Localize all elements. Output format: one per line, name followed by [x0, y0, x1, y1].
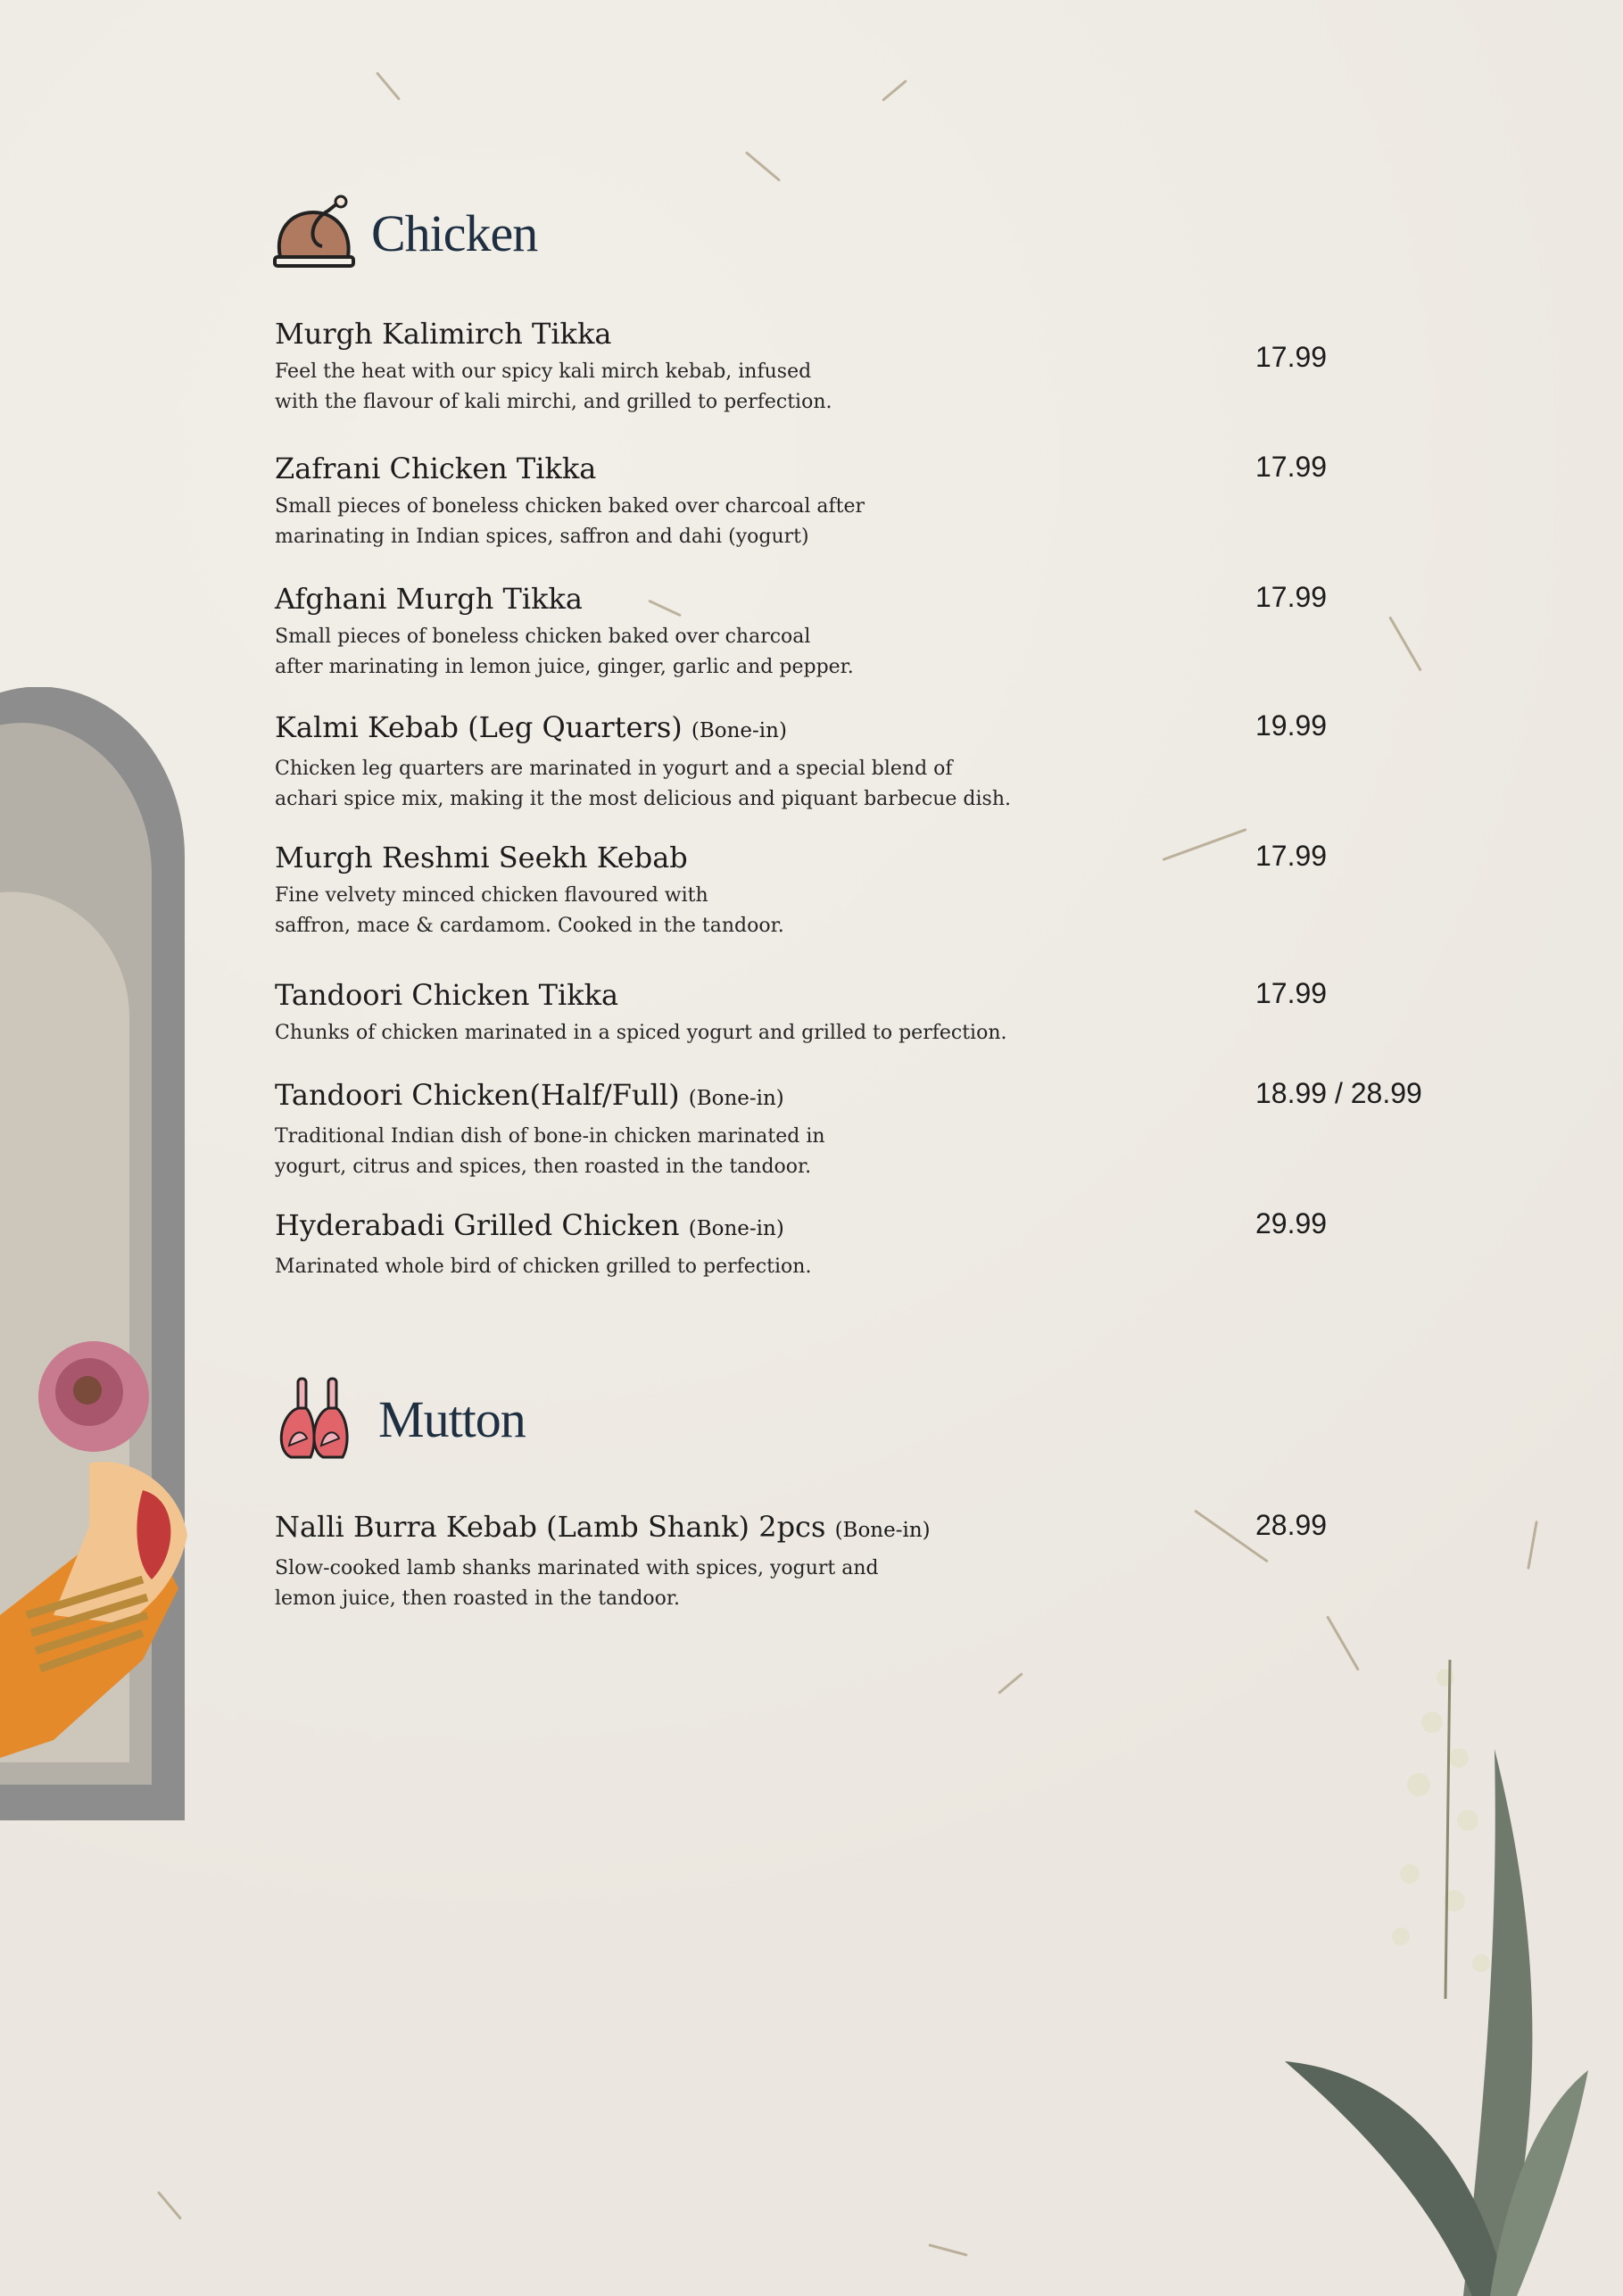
item-price: 19.99: [1255, 709, 1328, 742]
item-name: Tandoori Chicken(Half/Full): [275, 1078, 680, 1112]
item-desc-line: Slow-cooked lamb shanks marinated with spices, yogurt and: [275, 1557, 879, 1579]
item-price: 17.99: [1255, 451, 1328, 483]
section-header-chicken: [273, 195, 537, 271]
lamb-chops-icon: [273, 1374, 362, 1463]
item-desc-line: Chunks of chicken marinated in a spiced yogurt and grilled to perfection.: [275, 1022, 1007, 1044]
menu-item: [275, 581, 1435, 683]
item-desc-line: yogurt, citrus and spices, then roasted in the tandoor.: [275, 1156, 812, 1178]
item-desc-line: Small pieces of boneless chicken baked over charcoal: [275, 626, 811, 648]
item-price: 17.99: [1255, 341, 1328, 373]
hand-with-flower-illustration: [0, 1321, 214, 1785]
item-name: Nalli Burra Kebab (Lamb Shank) 2pcs: [275, 1510, 826, 1544]
plant-illustration: [1276, 1642, 1615, 2296]
item-desc-line: Traditional Indian dish of bone-in chicken marinated in: [275, 1125, 825, 1148]
item-name: Murgh Kalimirch Tikka: [275, 317, 612, 351]
item-name: Zafrani Chicken Tikka: [275, 452, 597, 485]
menu-item: [275, 977, 1435, 1049]
item-desc-line: Small pieces of boneless chicken baked over charcoal after: [275, 495, 865, 518]
item-desc-line: lemon juice, then roasted in the tandoor.: [275, 1587, 680, 1610]
section-title: Chicken: [371, 203, 538, 262]
item-desc-line: marinating in Indian spices, saffron and dahi (yogurt): [275, 526, 809, 548]
item-name: Hyderabadi Grilled Chicken: [275, 1208, 680, 1242]
item-desc-line: after marinating in lemon juice, ginger, garlic and pepper.: [275, 656, 854, 678]
item-name: Kalmi Kebab (Leg Quarters): [275, 710, 683, 744]
item-desc-line: achari spice mix, making it the most delicious and piquant barbecue dish.: [275, 788, 1011, 810]
item-desc-line: Chicken leg quarters are marinated in yogurt and a special blend of: [275, 758, 953, 780]
menu-item: [275, 1509, 1435, 1614]
item-desc-line: saffron, mace & cardamom. Cooked in the tandoor.: [275, 915, 784, 937]
section-header-mutton: [273, 1374, 526, 1463]
item-note: (Bone-in): [834, 1519, 931, 1542]
item-desc-line: with the flavour of kali mirchi, and grilled to perfection.: [275, 391, 832, 413]
menu-item: [275, 1207, 1435, 1282]
item-price: 17.99: [1255, 977, 1328, 1009]
item-desc-line: Marinated whole bird of chicken grilled to perfection.: [275, 1256, 812, 1278]
item-note: (Bone-in): [688, 1217, 784, 1240]
menu-item: [275, 840, 1435, 941]
roast-chicken-icon: [273, 195, 355, 271]
item-name: Murgh Reshmi Seekh Kebab: [275, 841, 688, 874]
item-price: 17.99: [1255, 581, 1328, 613]
menu-item: [275, 1077, 1435, 1182]
section-title: Mutton: [378, 1389, 526, 1448]
item-note: (Bone-in): [688, 1087, 784, 1110]
item-price: 28.99: [1255, 1509, 1328, 1541]
menu-item: [275, 709, 1435, 815]
item-price: 29.99: [1255, 1207, 1328, 1239]
item-price: 18.99 / 28.99: [1255, 1077, 1422, 1109]
item-name: Afghani Murgh Tikka: [275, 582, 583, 616]
item-note: (Bone-in): [691, 719, 787, 742]
item-price: 17.99: [1255, 840, 1328, 872]
item-name: Tandoori Chicken Tikka: [275, 978, 619, 1012]
item-desc-line: Fine velvety minced chicken flavoured with: [275, 884, 708, 907]
menu-item: [275, 316, 1435, 418]
item-desc-line: Feel the heat with our spicy kali mirch kebab, infused: [275, 361, 812, 383]
menu-item: [275, 451, 1435, 552]
